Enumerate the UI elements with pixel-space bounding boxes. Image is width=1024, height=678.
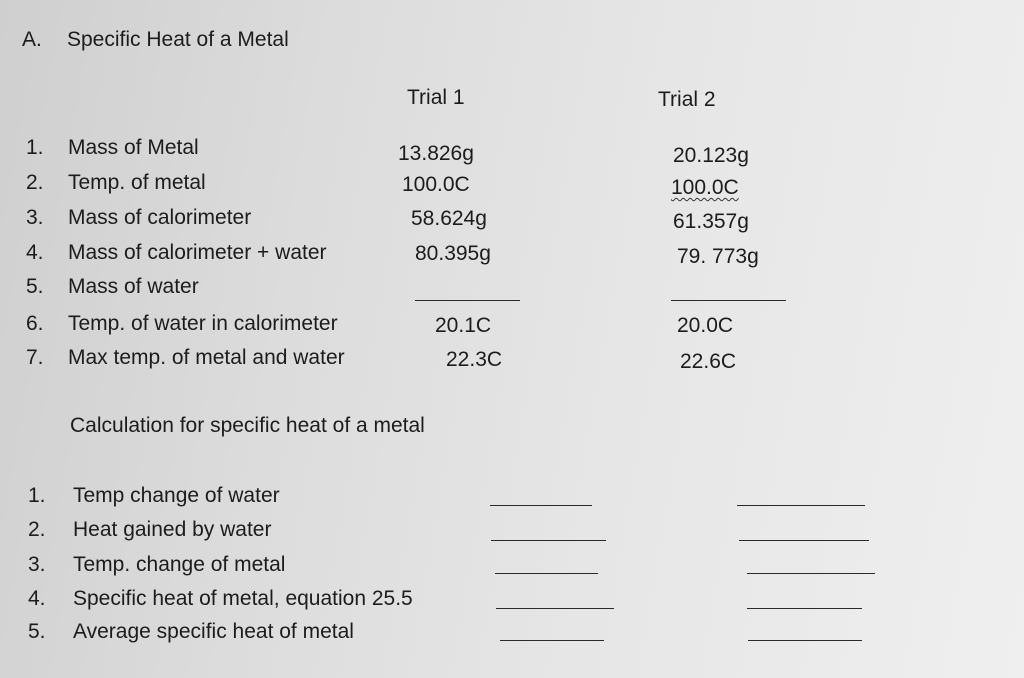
trial-1-blank[interactable] — [495, 573, 598, 574]
row-number: 2. — [26, 171, 44, 194]
calc-number: 5. — [28, 620, 46, 643]
calc-label: Heat gained by water — [73, 518, 272, 541]
trial-1-blank[interactable] — [490, 505, 592, 506]
row-number: 3. — [26, 206, 44, 229]
row-number: 1. — [26, 136, 44, 159]
calc-number: 1. — [28, 484, 46, 507]
row-label: Mass of water — [68, 275, 199, 298]
trial-2-blank[interactable] — [739, 540, 869, 541]
trial-1-blank[interactable] — [500, 640, 604, 641]
calc-title: Calculation for specific heat of a metal — [70, 414, 425, 437]
calc-label: Temp. change of metal — [73, 553, 286, 576]
trial-2-value: 20.123g — [673, 144, 749, 167]
trial-2-value: 100.0C — [671, 176, 739, 199]
trial-2-blank[interactable] — [737, 505, 865, 506]
row-number: 5. — [26, 275, 44, 298]
trial-1-header: Trial 1 — [407, 86, 465, 109]
row-label: Temp. of water in calorimeter — [68, 312, 338, 335]
trial-1-value: 80.395g — [415, 242, 491, 265]
trial-2-value: 61.357g — [673, 210, 749, 233]
calc-label: Temp change of water — [73, 484, 280, 507]
trial-1-blank[interactable] — [491, 540, 606, 541]
trial-1-value: 100.0C — [402, 173, 470, 196]
trial-1-value: 22.3C — [446, 348, 503, 371]
trial-2-blank[interactable] — [671, 300, 786, 301]
calc-number: 3. — [28, 553, 46, 576]
calc-label: Specific heat of metal, equation 25.5 — [73, 587, 413, 610]
trial-2-value: 79. 773g — [677, 245, 759, 268]
section-title: Specific Heat of a Metal — [67, 28, 289, 51]
trial-1-value: 20.1C — [435, 314, 492, 337]
calc-number: 2. — [28, 518, 46, 541]
trial-2-value: 20.0C — [677, 314, 734, 337]
row-label: Mass of Metal — [68, 136, 199, 159]
trial-2-blank[interactable] — [748, 640, 862, 641]
section-letter: A. — [22, 28, 42, 51]
row-label: Mass of calorimeter + water — [68, 241, 327, 264]
calc-label: Average specific heat of metal — [73, 620, 354, 643]
trial-2-value: 22.6C — [680, 350, 737, 373]
trial-1-value: 58.624g — [411, 207, 487, 230]
trial-1-blank[interactable] — [415, 300, 520, 301]
row-label: Mass of calorimeter — [68, 206, 252, 229]
row-label: Max temp. of metal and water — [68, 346, 345, 369]
row-number: 6. — [26, 312, 44, 335]
calc-number: 4. — [28, 587, 46, 610]
trial-1-blank[interactable] — [496, 608, 614, 609]
row-number: 4. — [26, 241, 44, 264]
trial-2-blank[interactable] — [747, 573, 875, 574]
trial-2-header: Trial 2 — [658, 88, 716, 111]
row-number: 7. — [26, 346, 44, 369]
trial-1-value: 13.826g — [398, 142, 474, 165]
row-label: Temp. of metal — [68, 171, 206, 194]
trial-2-blank[interactable] — [747, 608, 862, 609]
